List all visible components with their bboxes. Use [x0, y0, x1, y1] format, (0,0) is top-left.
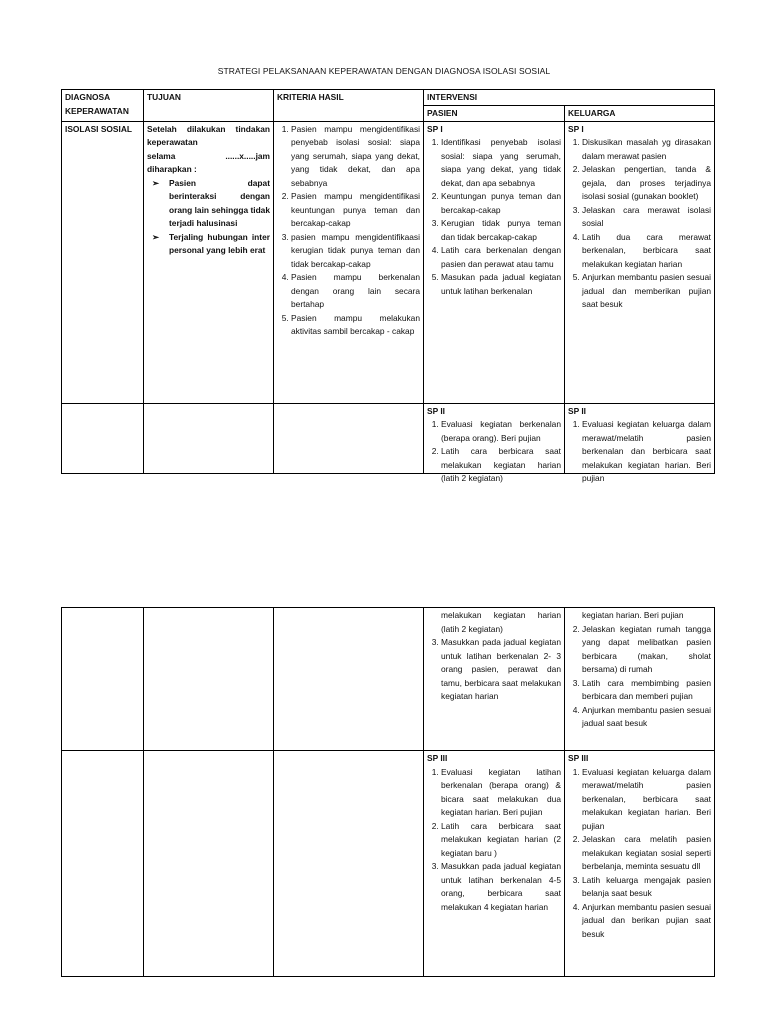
- sp3-keluarga-item: 3. Latih keluarga mengajak pasien belanja saat besuk: [582, 874, 711, 901]
- arrow-bullet-icon: ➢: [152, 177, 160, 188]
- kriteria-cell: [274, 121, 424, 403]
- kriteria-list: [277, 123, 420, 339]
- sp2-keluarga-cont-cell: [565, 608, 715, 751]
- diagnosa-cell: ISOLASI SOSIAL: [62, 121, 144, 403]
- sp2-pasien-list: [427, 418, 561, 486]
- empty-cell: [274, 608, 424, 751]
- header-pasien: PASIEN: [424, 106, 565, 122]
- sp2-keluarga-item: 2. Jelaskan kegiatan rumah tangga yang dapat melibatkan pasien berbicara (makan, sholat bersama) di rumah: [582, 623, 711, 677]
- empty-cell: [144, 608, 274, 751]
- sp1-keluarga-item: 4. Latih dua cara merawat berkenalan, berbicara saat melakukan kegiatan harian: [582, 231, 711, 272]
- sp3-pasien-item: 2. Latih cara berbicara saat melakukan kegiatan harian (2 kegiatan baru ): [441, 820, 561, 861]
- sp1-keluarga-cell: [565, 121, 715, 403]
- document-title: STRATEGI PELAKSANAAN KEPERAWATAN DENGAN DIAGNOSA ISOLASI SOSIAL: [217, 66, 551, 76]
- header-intervensi: INTERVENSI: [424, 90, 715, 106]
- empty-cell: [62, 403, 144, 473]
- sp3-keluarga-item: 1. Evaluasi kegiatan keluarga dalam merawat/melatih pasien berkenalan, berbicara saat melakukan kegiatan harian. Beri pujian: [582, 766, 711, 834]
- sp2-pasien-item: 3. Masukkan pada jadual kegiatan untuk latihan berkenalan 2- 3 orang pasien, perawat dan tamu, berbicara saat melakukan kegiatan harian: [441, 636, 561, 704]
- sp3-pasien-list: [427, 766, 561, 915]
- empty-cell: [62, 608, 144, 751]
- sp1-label: SP I: [427, 123, 443, 134]
- sp2-keluarga-continuation: kegiatan harian. Beri pujian: [582, 610, 684, 620]
- tujuan-duration-line: selama ......x.....jam: [147, 150, 270, 161]
- sp3-keluarga-item: 4. Anjurkan membantu pasien sesuai jadual dan berikan pujian saat besuk: [582, 901, 711, 942]
- sp1-keluarga-item: 1. Diskusikan masalah yg dirasakan dalam merawat pasien: [582, 136, 711, 163]
- sp3-keluarga-cell: [565, 751, 715, 977]
- sp1-keluarga-item: 2. Jelaskan pengertian, tanda & gejala, dan proses terjadinya isolasi sosial (gunakan booklet): [582, 163, 711, 204]
- sp2-keluarga-item: 1. Evaluasi kegiatan keluarga dalam merawat/melatih pasien berkenalan dan berbicara saat melakukan kegiatan harian. Beri pujian: [582, 418, 711, 486]
- header-diagnosa: DIAGNOSA KEPERAWATAN: [62, 90, 144, 122]
- sp2-keluarga-cell: [565, 403, 715, 483]
- tujuan-intro: Setelah dilakukan tindakan keperawatan: [147, 123, 270, 147]
- intervention-table-part-2: [61, 607, 715, 977]
- sp2-pasien-item: 2. Latih cara berbicara saat melakukan kegiatan harian (latih 2 kegiatan): [441, 445, 561, 486]
- sp3-pasien-item: 3. Masukkan pada jadual kegiatan untuk latihan berkenalan 4-5 orang, berbicara saat melakukan 4 kegiatan harian: [441, 860, 561, 914]
- header-keluarga: KELUARGA: [565, 106, 715, 122]
- sp2-pasien-item: 1. Evaluasi kegiatan berkenalan (berapa orang). Beri pujian: [441, 418, 561, 445]
- sp3-keluarga-list: [568, 766, 711, 942]
- sp2-pasien-continuation: melakukan kegiatan harian (latih 2 kegiatan): [441, 610, 561, 634]
- kriteria-item: 4. Pasien mampu berkenalan dengan orang lain secara bertahap: [291, 271, 420, 312]
- sp1-pasien-item: 2. Keuntungan punya teman dan bercakap-cakap: [441, 190, 561, 217]
- sp2-pasien-list-cont: [427, 636, 561, 704]
- sp1-pasien-item: 4. Latih cara berkenalan dengan pasien dan perawat atau tamu: [441, 244, 561, 271]
- tujuan-diharapkan: diharapkan :: [147, 164, 197, 174]
- sp2-keluarga-item: 3. Latih cara membimbing pasien berbicara dan memberi pujian: [582, 677, 711, 704]
- sp1-pasien-item: 1. Identifikasi penyebab isolasi sosial: siapa yang serumah, siapa yang dekat, yang tidak dekat, dan apa sebabnya: [441, 136, 561, 190]
- sp1-pasien-item: 3. Kerugian tidak punya teman dan tidak bercakap-cakap: [441, 217, 561, 244]
- sp2-pasien-cont-cell: [424, 608, 565, 751]
- sp1-keluarga-item: 3. Jelaskan cara merawat isolasi sosial: [582, 204, 711, 231]
- sp3-pasien-cell: [424, 751, 565, 977]
- sp2-keluarga-item: 4. Anjurkan membantu pasien sesuai jadual saat besuk: [582, 704, 711, 731]
- kriteria-item: 3. pasien mampu mengidentifikaasi kerugian tidak punya teman dan tidak bercakap-cakap: [291, 231, 420, 272]
- sp3-pasien-item: 1. Evaluasi kegiatan latihan berkenalan (berapa orang) & bicara saat melakukan dua kegiatan harian. Beri pujian: [441, 766, 561, 820]
- tujuan-bullet-item: ➢ Terjaling hubungan inter personal yang lebih erat: [152, 231, 270, 255]
- tujuan-cell: [144, 121, 274, 403]
- empty-cell: [274, 751, 424, 977]
- sp1-pasien-cell: [424, 121, 565, 403]
- kriteria-item: 1. Pasien mampu mengidentifikasi penyebab isolasi sosial: siapa yang serumah, siapa yang dekat, yang tidak dekat, dan apa sebabnya: [291, 123, 420, 191]
- empty-cell: [144, 751, 274, 977]
- sp3-keluarga-item: 2. Jelaskan cara melatih pasien melakukan kegiatan sosial seperti berbelanja, meminta sesuatu dll: [582, 833, 711, 874]
- sp2-keluarga-list-cont: [568, 623, 711, 731]
- sp1-pasien-list: [427, 136, 561, 298]
- sp2-pasien-cell: [424, 403, 565, 483]
- kriteria-item: 2. Pasien mampu mengidentifikasi keuntungan punya teman dan bercakap-cakap: [291, 190, 420, 231]
- sp1-pasien-item: 5. Masukan pada jadual kegiatan untuk latihan berkenalan: [441, 271, 561, 298]
- empty-cell: [144, 403, 274, 473]
- arrow-bullet-icon: ➢: [152, 231, 160, 242]
- sp1-keluarga-list: [568, 136, 711, 312]
- sp1-keluarga-item: 5. Anjurkan membantu pasien sesuai jadual dan memberikan pujian saat besuk: [582, 271, 711, 312]
- empty-cell: [62, 751, 144, 977]
- header-tujuan: TUJUAN: [144, 90, 274, 122]
- tujuan-bullets: [147, 177, 270, 258]
- sp1-label: SP I: [568, 123, 584, 134]
- sp3-label: SP III: [568, 753, 589, 763]
- sp2-label: SP II: [568, 405, 587, 416]
- tujuan-bullet-item: ➢ Pasien dapat berinteraksi dengan orang lain sehingga tidak terjadi halusinasi: [152, 177, 270, 228]
- header-kriteria-hasil: KRITERIA HASIL: [274, 90, 424, 122]
- sp3-label: SP III: [427, 753, 448, 763]
- kriteria-item: 5. Pasien mampu melakukan aktivitas sambil bercakap - cakap: [291, 312, 420, 339]
- sp2-label: SP II: [427, 405, 446, 416]
- sp2-keluarga-list: [568, 418, 711, 486]
- empty-cell: [274, 403, 424, 473]
- intervention-table-part-1: [61, 89, 715, 483]
